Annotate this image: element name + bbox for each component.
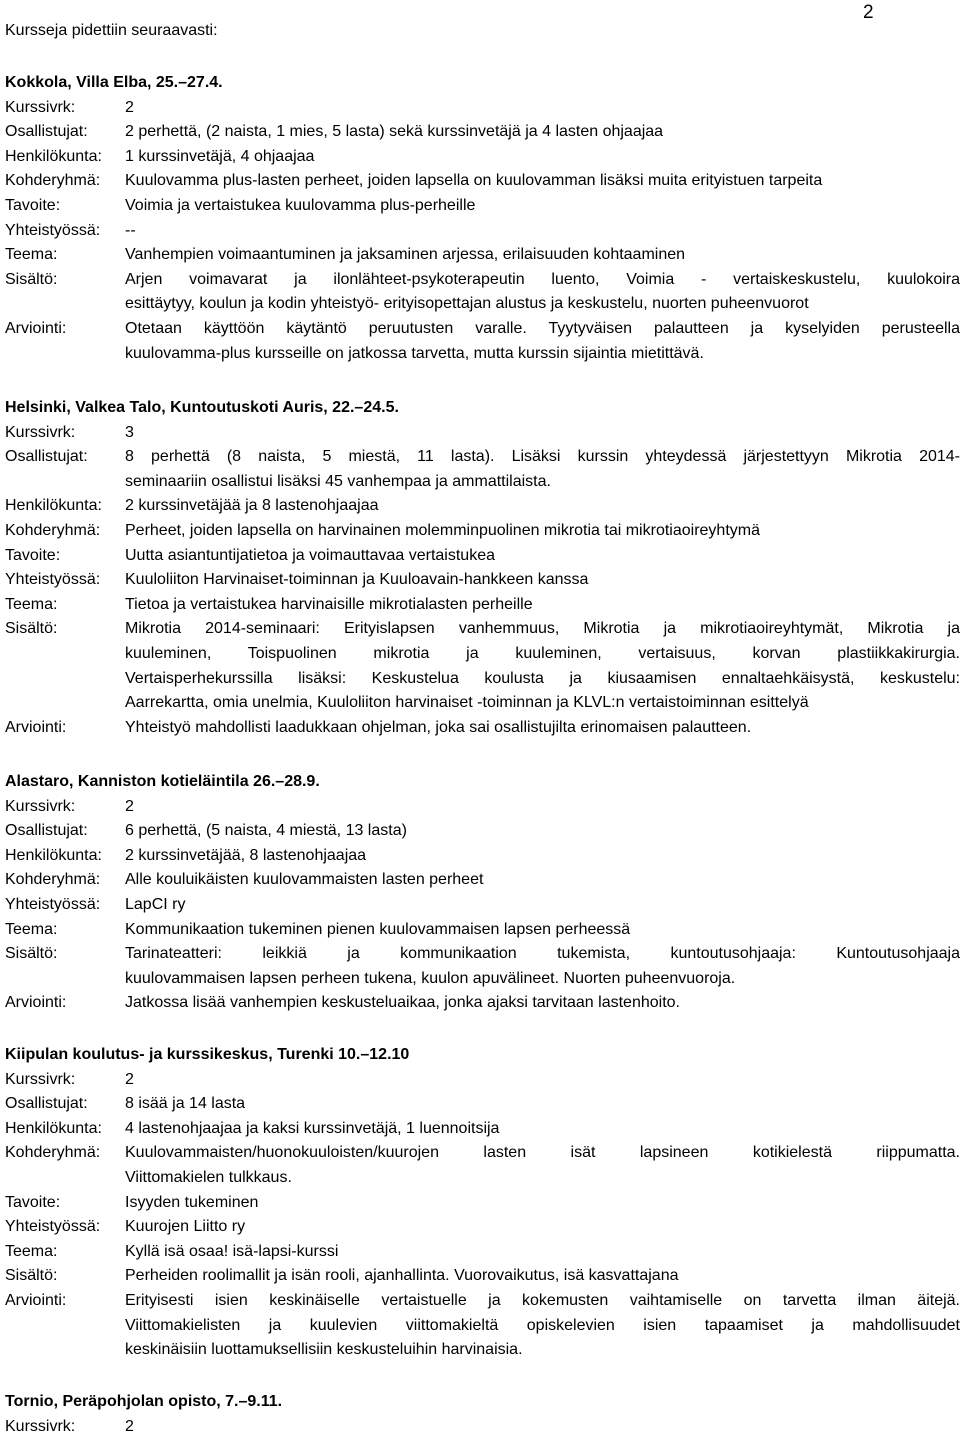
field-value-line: Kuuloliiton Harvinaiset-toiminnan ja Kuuloavain-hankkeen kanssa	[125, 571, 589, 589]
field-value	[125, 593, 960, 618]
field-value-line: LapCI ry	[125, 895, 186, 913]
field-value-line: Perheet, joiden lapsella on harvinainen molemminpuolinen mikrotia tai mikrotiaoireyhtymä	[125, 521, 760, 539]
field-row	[5, 893, 960, 918]
field-value	[125, 268, 960, 317]
field-value-line: Kommunikaation tukeminen pienen kuulovammaisen lapsen perheessä	[125, 920, 631, 938]
field-row	[5, 243, 960, 268]
field-label: Teema:	[5, 920, 58, 938]
field-row	[5, 617, 960, 715]
field-value-line: 6 perhettä, (5 naista, 4 miestä, 13 lasta)	[125, 822, 407, 840]
course-title: Tornio, Peräpohjolan opisto, 7.–9.11.	[5, 1393, 283, 1410]
field-row	[5, 544, 960, 569]
field-value	[125, 96, 960, 121]
field-value	[125, 544, 960, 569]
field-value-line: Arjen voimavarat ja ilonlähteet-psykoterapeutin luento, Voimia - vertaiskeskustelu, kuulokoira	[125, 270, 960, 288]
field-value-line: 2 kurssinvetäjää ja 8 lastenohjaajaa	[125, 497, 379, 515]
field-value	[125, 1264, 960, 1289]
field-value	[125, 243, 960, 268]
course-title: Kiipulan koulutus- ja kurssikeskus, Turenki 10.–12.10	[5, 1046, 410, 1063]
field-label: Arviointi:	[5, 1291, 67, 1309]
field-value	[125, 942, 960, 991]
field-row	[5, 194, 960, 219]
field-value-line: Perheiden roolimallit ja isän rooli, ajanhallinta. Vuorovaikutus, isä kasvattajana	[125, 1267, 679, 1285]
field-value	[125, 1240, 960, 1265]
field-value	[125, 219, 960, 244]
field-value-line: esittäytyy, koulun ja kodin yhteistyö- erityisopettajan alustus ja keskustelu, nuorten puheenvuorot	[125, 295, 809, 313]
field-label: Arviointi:	[5, 319, 67, 337]
field-label: Kurssivrk:	[5, 1417, 76, 1435]
course-section-helsinki	[5, 396, 960, 740]
course-title: Alastaro, Kanniston kotieläintila 26.–28.9.	[5, 773, 320, 790]
field-value-line: Tietoa ja vertaistukea harvinaisille mikrotialasten perheille	[125, 595, 533, 613]
field-value	[125, 568, 960, 593]
course-section-alastaro	[5, 770, 960, 1016]
field-row	[5, 268, 960, 317]
course-section-kokkola	[5, 71, 960, 366]
course-section-tornio	[5, 1390, 960, 1439]
field-row	[5, 795, 960, 820]
field-value	[125, 519, 960, 544]
field-row	[5, 1215, 960, 1240]
field-value	[125, 1191, 960, 1216]
field-value-line: 3	[125, 423, 134, 441]
field-value-line: Kuurojen Liitto ry	[125, 1218, 246, 1236]
field-label: Henkilökunta:	[5, 147, 102, 165]
field-label: Sisältö:	[5, 945, 58, 963]
field-value	[125, 445, 960, 494]
field-row	[5, 317, 960, 366]
field-value-line: --	[125, 221, 136, 239]
field-value-line: kuulovamma-plus kursseille on jatkossa tarvetta, mutta kurssin sijaintia mietittävä.	[125, 344, 704, 362]
field-row	[5, 1092, 960, 1117]
field-value-line: Viittomakielisten ja kuulevien viittomakieltä opiskelevien isien tapaamiset ja mahdollisuudet	[125, 1316, 960, 1334]
field-value-line: Erityisesti isien keskinäiselle vertaistuelle ja kokemusten vaihtamiselle on tarvetta ilman äitejä.	[125, 1291, 960, 1309]
field-row	[5, 169, 960, 194]
field-value	[125, 145, 960, 170]
field-value-line: kuuleminen, Toispuolinen mikrotia ja kuuleminen, vertaisuus, korvan plastiikkakirurgia.	[125, 644, 960, 662]
field-value	[125, 1415, 960, 1439]
field-label: Sisältö:	[5, 620, 58, 638]
field-label: Tavoite:	[5, 196, 61, 214]
field-row	[5, 1141, 960, 1190]
field-label: Tavoite:	[5, 1193, 61, 1211]
field-value-line: Kuulovammaisten/huonokuuloisten/kuurojen lasten isät lapsineen kotikielestä riippumatta.	[125, 1144, 960, 1162]
field-value-line: Voimia ja vertaistukea kuulovamma plus-perheille	[125, 196, 476, 214]
field-row	[5, 519, 960, 544]
field-label: Kohderyhmä:	[5, 172, 101, 190]
field-value	[125, 1068, 960, 1093]
field-value-line: Vertaisperhekurssilla lisäksi: Keskustelua koulusta ja kiusaamisen ennaltaehkäisystä, keskustelu:	[125, 669, 960, 687]
field-value	[125, 1092, 960, 1117]
field-value-line: 8 isää ja 14 lasta	[125, 1095, 246, 1113]
field-value	[125, 1289, 960, 1363]
field-label: Kohderyhmä:	[5, 521, 101, 539]
field-value	[125, 1141, 960, 1190]
field-row	[5, 421, 960, 446]
field-row	[5, 120, 960, 145]
field-value-line: 2	[125, 1417, 134, 1435]
field-value	[125, 918, 960, 943]
field-row	[5, 1240, 960, 1265]
field-row	[5, 219, 960, 244]
field-value-line: Jatkossa lisää vanhempien keskusteluaikaa, jonka ajaksi tarvitaan lastenhoito.	[125, 994, 680, 1012]
field-value-line: Viittomakielen tulkkaus.	[125, 1168, 292, 1186]
field-value-line: 2	[125, 797, 134, 815]
field-value	[125, 617, 960, 715]
field-label: Kohderyhmä:	[5, 1144, 101, 1162]
field-row	[5, 568, 960, 593]
field-row	[5, 868, 960, 893]
field-value-line: 2	[125, 98, 134, 116]
field-value-line: 1 kurssinvetäjä, 4 ohjaajaa	[125, 147, 315, 165]
field-value	[125, 169, 960, 194]
field-value	[125, 1117, 960, 1142]
field-value	[125, 421, 960, 446]
field-label: Henkilökunta:	[5, 497, 102, 515]
field-row	[5, 1191, 960, 1216]
field-value-line: kuulovammaisen lapsen perheen tukena, kuulon apuvälineet. Nuorten puheenvuoroja.	[125, 969, 736, 987]
field-row	[5, 145, 960, 170]
field-label: Kurssivrk:	[5, 423, 76, 441]
field-value	[125, 120, 960, 145]
field-value	[125, 893, 960, 918]
field-row	[5, 593, 960, 618]
field-value-line: seminaariin osallistui lisäksi 45 vanhempaa ja ammattilaista.	[125, 472, 551, 490]
field-row	[5, 844, 960, 869]
field-label: Osallistujat:	[5, 1095, 88, 1113]
field-label: Sisältö:	[5, 1267, 58, 1285]
field-value	[125, 819, 960, 844]
field-label: Osallistujat:	[5, 123, 88, 141]
field-value-line: keskinäisiin luottamuksellisiin keskusteluihin harvinaisia.	[125, 1341, 523, 1359]
course-title: Helsinki, Valkea Talo, Kuntoutuskoti Auris, 22.–24.5.	[5, 399, 399, 416]
field-row	[5, 445, 960, 494]
page-number: 2	[863, 2, 874, 23]
field-row	[5, 716, 960, 741]
field-row	[5, 1117, 960, 1142]
field-value-line: Uutta asiantuntijatietoa ja voimauttavaa vertaistukea	[125, 546, 495, 564]
field-label: Arviointi:	[5, 994, 67, 1012]
field-label: Yhteistyössä:	[5, 571, 101, 589]
field-value	[125, 795, 960, 820]
field-row	[5, 991, 960, 1016]
field-value-line: Yhteistyö mahdollisti laadukkaan ohjelman, joka sai osallistujilta erinomaisen palautteen.	[125, 718, 752, 736]
field-label: Osallistujat:	[5, 448, 88, 466]
field-label: Yhteistyössä:	[5, 221, 101, 239]
field-value-line: Kuulovamma plus-lasten perheet, joiden lapsella on kuulovamman lisäksi muita erityistuen tarpeita	[125, 172, 823, 190]
field-value-line: 8 perhettä (8 naista, 5 miestä, 11 lasta). Lisäksi kurssin yhteydessä järjestettyyn Mikrotia 2014-	[125, 448, 960, 466]
field-value-line: Otetaan käyttöön käytäntö peruutusten varalle. Tyytyväisen palautteen ja kyselyiden perusteella	[125, 319, 960, 337]
field-label: Teema:	[5, 246, 58, 264]
field-row	[5, 1264, 960, 1289]
course-title: Kokkola, Villa Elba, 25.–27.4.	[5, 74, 223, 91]
field-row	[5, 918, 960, 943]
field-row	[5, 96, 960, 121]
field-value-line: 4 lastenohjaajaa ja kaksi kurssinvetäjä, 1 luennoitsija	[125, 1119, 500, 1137]
field-row	[5, 819, 960, 844]
field-label: Teema:	[5, 595, 58, 613]
field-label: Yhteistyössä:	[5, 895, 101, 913]
field-label: Osallistujat:	[5, 822, 88, 840]
field-label: Sisältö:	[5, 270, 58, 288]
field-row	[5, 494, 960, 519]
field-value-line: Isyyden tukeminen	[125, 1193, 259, 1211]
field-value	[125, 716, 960, 741]
field-value	[125, 194, 960, 219]
field-label: Tavoite:	[5, 546, 61, 564]
field-value-line: Alle kouluikäisten kuulovammaisten lasten perheet	[125, 871, 484, 889]
field-value-line: Vanhempien voimaantuminen ja jaksaminen arjessa, erilaisuuden kohtaaminen	[125, 246, 686, 264]
field-value	[125, 844, 960, 869]
field-value-line: 2	[125, 1070, 134, 1088]
intro-text: Kursseja pidettiin seuraavasti:	[5, 22, 218, 39]
field-value-line: Tarinateatteri: leikkiä ja kommunikaation tukemista, kuntoutusohjaaja: Kuntoutusohjaaja	[125, 945, 960, 963]
field-label: Henkilökunta:	[5, 1119, 102, 1137]
field-value	[125, 868, 960, 893]
field-label: Kohderyhmä:	[5, 871, 101, 889]
field-value-line: 2 perhettä, (2 naista, 1 mies, 5 lasta) sekä kurssinvetäjä ja 4 lasten ohjaajaa	[125, 123, 664, 141]
field-row	[5, 1289, 960, 1363]
field-label: Kurssivrk:	[5, 797, 76, 815]
field-label: Arviointi:	[5, 718, 67, 736]
field-row	[5, 942, 960, 991]
field-label: Henkilökunta:	[5, 846, 102, 864]
field-row	[5, 1068, 960, 1093]
field-label: Kurssivrk:	[5, 1070, 76, 1088]
field-value-line: Kyllä isä osaa! isä-lapsi-kurssi	[125, 1242, 339, 1260]
field-row	[5, 1415, 960, 1439]
field-value	[125, 1215, 960, 1240]
field-label: Kurssivrk:	[5, 98, 76, 116]
field-value	[125, 494, 960, 519]
field-label: Yhteistyössä:	[5, 1218, 101, 1236]
field-value-line: Aarrekartta, omia unelmia, Kuuloliiton harvinaiset -toiminnan ja KLVL:n vertaistoiminnan esittelyä	[125, 694, 809, 712]
field-value	[125, 991, 960, 1016]
field-label: Teema:	[5, 1242, 58, 1260]
field-value-line: Mikrotia 2014-seminaari: Erityislapsen vanhemmuus, Mikrotia ja mikrotiaoireyhtymät, Mikrotia ja	[125, 620, 960, 638]
course-section-kiipula	[5, 1043, 960, 1363]
field-value-line: 2 kurssinvetäjää, 8 lastenohjaajaa	[125, 846, 367, 864]
field-value	[125, 317, 960, 366]
